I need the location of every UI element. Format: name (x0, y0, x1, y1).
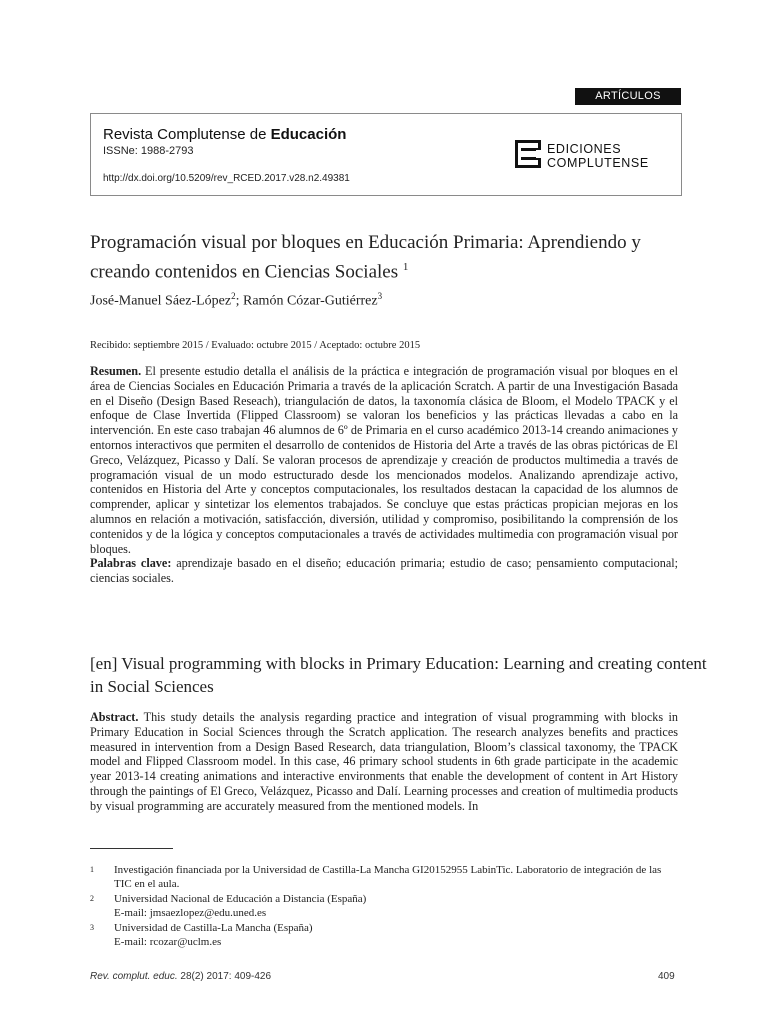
article-authors (90, 291, 382, 310)
section-tag: ARTÍCULOS (575, 88, 681, 105)
publisher-name (547, 142, 649, 170)
english-abstract (90, 710, 678, 814)
footer-journal-abbrev: Rev. complut. educ. (90, 971, 178, 982)
footnote-email: E-mail: jmsaezlopez@edu.uned.es (114, 906, 267, 919)
author-1-note: 2 (231, 291, 236, 301)
english-title: [en] Visual programming with blocks in Primary Education: Learning and creating content in Social Sciences (90, 654, 707, 696)
journal-name-bold: Educación (270, 126, 347, 143)
author-2: Ramón Cózar-Gutiérrez (243, 293, 378, 309)
footnote-number: 2 (90, 894, 94, 904)
journal-issn: ISSNe: 1988-2793 (103, 145, 194, 157)
footer-volume-pages: 28(2) 2017: 409-426 (177, 971, 272, 982)
footnote-2 (90, 893, 678, 920)
keywords-label: Palabras clave: (90, 556, 172, 571)
resumen-paragraph (90, 364, 678, 556)
publisher-line1: EDICIONES (547, 142, 622, 156)
article-dates: Recibido: septiembre 2015 / Evaluado: octubre 2015 / Aceptado: octubre 2015 (90, 340, 421, 351)
page-number: 409 (658, 971, 675, 982)
journal-name-prefix: Revista Complutense de (103, 126, 271, 143)
footer-citation (90, 971, 271, 982)
keywords-paragraph (90, 556, 678, 586)
title-footnote-mark: 1 (402, 261, 409, 273)
author-1: José-Manuel Sáez-López (90, 293, 232, 309)
article-title-text: Programación visual por bloques en Educación Primaria: Aprendiendo y creando contenidos en Ciencias Sociales (90, 232, 641, 283)
ediciones-complutense-logo-icon (515, 140, 541, 168)
journal-header-box (90, 113, 682, 196)
footnote-3 (90, 922, 678, 949)
abstract-label: Abstract. (90, 710, 139, 724)
resumen-section (90, 364, 678, 586)
footnote-line: Investigación financiada por la Universidad de Castilla-La Mancha GI20152955 LabinTic. Laboratorio de integración de las TIC en el aula. (114, 864, 662, 890)
author-2-note: 3 (377, 291, 383, 301)
abstract-text: This study details the analysis regarding practice and integration of visual programming with blocks in Primary Education in Social Sciences through the Scratch application. The research analyzes benefits and practices measured in intervention from a Design Based Research, data triangulation, Bloom’s classical taxonomy, the TPACK model and Flipped Classroom model. In this case, 46 primary school students in 6th grade participate in the academic year 2013-14 creating animations and interactive environments that enable the development of content in Art History through the paintings of El Greco, Velázquez, Picasso and Dalí. Learning processes and creation of multimedia products by visual programming are accurately measured from the mentioned models. In (90, 710, 678, 813)
footnote-divider (90, 848, 173, 849)
footnote-text (114, 864, 678, 891)
footnote-email: E-mail: rcozar@uclm.es (114, 935, 222, 948)
journal-name (103, 126, 346, 143)
resumen-label: Resumen. (90, 364, 142, 378)
footnote-line: Universidad de Castilla-La Mancha (España) (114, 922, 313, 935)
footnote-text (114, 893, 678, 920)
resumen-text: El presente estudio detalla el análisis de la práctica e integración de programación visual por bloques en el área de Ciencias Sociales en Educación Primaria a través de la aplicación Scratch. A partir de una Investigación Basada en el Diseño (Design Based Reseach), triangulación de datos, la taxonomía clásica de Bloom, el Modelo TPACK y el enfoque de Clase Invertida (Flipped Classroom) se valoran los beneficios y las prácticas llevadas a cabo en la intervención. En este caso trabajan 46 alumnos de 6º de Primaria en el curso académico 2013-14 creando animaciones y entornos interactivos que permiten el desarrollo de contenidos de Historia del Arte a través de las obras pictóricas de El Greco, Velázquez, Picasso y Dalí. Se valoran procesos de aprendizaje y creación de productos multimedia a través de programación visual de un modo estructurado desde los mencionados modelos. Analizando aprendizaje activo, contenidos en Historia del Arte y conceptos computacionales, los resultados destacan la capacidad de los alumnos de comprender, aplicar y sintetizar los elementos trabajados. Se concluye que estas prácticas propician mejoras en los alumnos en relación a motivación, satisfacción, diversión, utilidad y compromiso, posibilitando la comprensión de los contenidos y de la lógica y conceptos computacionales a través de actividades multimedia con programación visual por bloques. (90, 364, 678, 556)
footnote-line: Universidad Nacional de Educación a Distancia (España) (114, 893, 367, 906)
author-separator: ; (235, 293, 243, 309)
publisher-line2: COMPLUTENSE (547, 156, 649, 170)
article-doi-link[interactable]: http://dx.doi.org/10.5209/rev_RCED.2017.v28.n2.49381 (103, 173, 350, 184)
footnote-number: 1 (90, 865, 94, 874)
footnote-text (114, 922, 678, 949)
footnote-number: 3 (90, 923, 94, 933)
keywords-text: aprendizaje basado en el diseño; educación primaria; estudio de caso; pensamiento computacional; ciencias sociales. (90, 556, 678, 586)
footnotes (90, 864, 678, 952)
article-title (90, 231, 690, 284)
footnote-1 (90, 864, 678, 891)
